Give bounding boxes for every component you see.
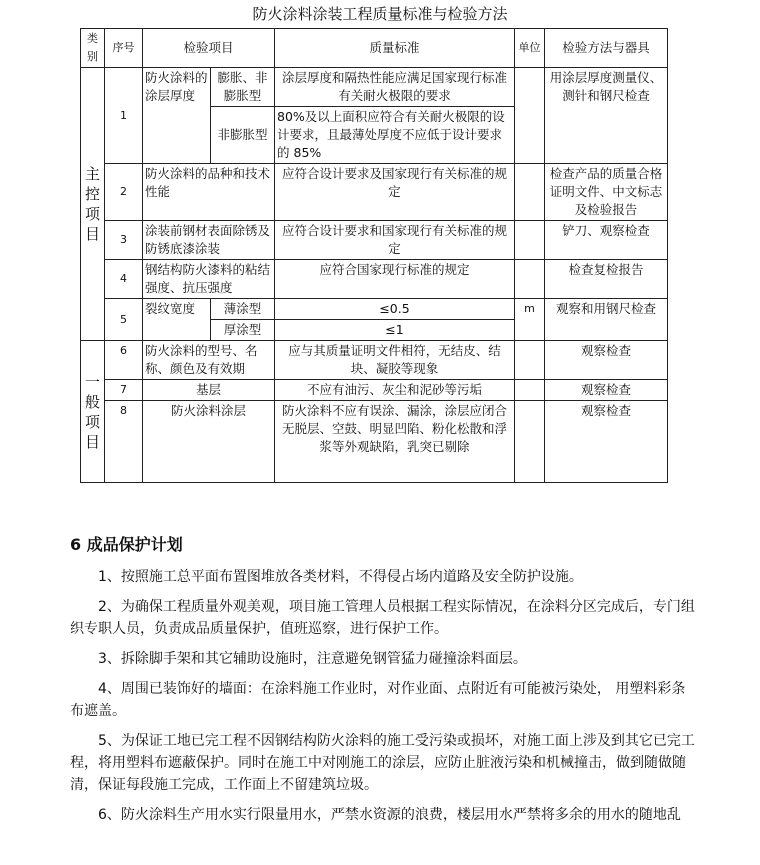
table-row — [81, 260, 668, 299]
row-standard: 应与其质量证明文件相符，无结皮、结块、凝胶等现象 — [275, 341, 515, 380]
row-unit: m — [515, 299, 545, 341]
row-standard: 80%及以上面积应符合有关耐火极限的设计要求，且最薄处厚度不应低于设计要求的 85% — [275, 107, 515, 164]
row-item: 防火涂料的涂层厚度 — [143, 68, 211, 164]
quality-standard-table — [80, 28, 668, 483]
row-unit — [515, 221, 545, 260]
paragraph: 2、为确保工程质量外观美观，项目施工管理人员根据工程实际情况，在涂料分区完成后，专门组织专职人员，负责成品质量保护，值班巡察，进行保护工作。 — [70, 599, 695, 637]
row-seq: 2 — [105, 164, 143, 221]
row-seq: 4 — [105, 260, 143, 299]
row-method: 检查复检报告 — [545, 260, 668, 299]
table-row — [81, 380, 668, 401]
row-seq: 3 — [105, 221, 143, 260]
row-unit — [515, 401, 545, 483]
category-general: 一般项目 — [81, 341, 105, 483]
row-item: 钢结构防火漆料的粘结强度、抗压强度 — [143, 260, 275, 299]
row-standard: ≤0.5 — [275, 299, 515, 320]
header-category: 类别 — [81, 29, 105, 68]
table-row — [81, 341, 668, 380]
table-row — [81, 164, 668, 221]
row-method: 检查产品的质量合格证明文件、中文标志及检验报告 — [545, 164, 668, 221]
row-item: 基层 — [143, 380, 275, 401]
row-item: 防火涂料的品种和技术性能 — [143, 164, 275, 221]
table-header-row — [81, 29, 668, 68]
row-standard: 不应有油污、灰尘和泥砂等污垢 — [275, 380, 515, 401]
row-standard: 应符合设计要求和国家现行有关标准的规定 — [275, 221, 515, 260]
row-method: 用涂层厚度测量仪、测针和钢尺检查 — [545, 68, 668, 164]
header-item: 检验项目 — [143, 29, 275, 68]
row-standard: ≤1 — [275, 320, 515, 341]
row-seq: 6 — [105, 341, 143, 380]
row-subitem: 厚涂型 — [211, 320, 275, 341]
row-standard: 涂层厚度和隔热性能应满足国家现行标准有关耐火极限的要求 — [275, 68, 515, 107]
row-unit — [515, 341, 545, 380]
row-seq: 7 — [105, 380, 143, 401]
row-method: 铲刀、观察检查 — [545, 221, 668, 260]
row-standard: 应符合国家现行标准的规定 — [275, 260, 515, 299]
row-method: 观察检查 — [545, 380, 668, 401]
section-heading: 6 成品保护计划 — [70, 535, 183, 554]
row-item: 防火涂料涂层 — [143, 401, 275, 483]
paragraph: 5、为保证工地已完工程不因钢结构防火涂料的施工受污染或损坏，对施工面上涉及到其它已完工程，将用塑料布遮蔽保护。同时在施工中对刚施工的涂层，应防止脏液污染和机械撞击，做到随做随清，保证每段施工完成，工作面上不留建筑垃圾。 — [70, 733, 695, 793]
paragraph: 4、周围已装饰好的墙面：在涂料施工作业时，对作业面、点附近有可能被污染处， 用塑料彩条布遮盖。 — [70, 681, 686, 719]
document-title: 防火涂料涂装工程质量标准与检验方法 — [252, 5, 508, 23]
paragraph: 1、按照施工总平面布置图堆放各类材料，不得侵占场内道路及安全防护设施。 — [98, 569, 583, 585]
paragraph: 6、防火涂料生产用水实行限量用水，严禁水资源的浪费，楼层用水严禁将多余的用水的随地乱 — [98, 807, 681, 823]
row-seq: 8 — [105, 401, 143, 483]
row-unit — [515, 164, 545, 221]
row-item: 防火涂料的型号、名称、颜色及有效期 — [143, 341, 275, 380]
row-seq: 1 — [105, 68, 143, 164]
row-method: 观察检查 — [545, 341, 668, 380]
row-item: 涂装前钢材表面除锈及防锈底漆涂装 — [143, 221, 275, 260]
row-standard: 应符合设计要求及国家现行有关标准的规定 — [275, 164, 515, 221]
header-unit: 单位 — [515, 29, 545, 68]
row-subitem: 膨胀、非膨胀型 — [211, 68, 275, 107]
section-body — [70, 566, 695, 834]
table-row — [81, 299, 668, 320]
table-row — [81, 68, 668, 107]
row-seq: 5 — [105, 299, 143, 341]
row-subitem: 薄涂型 — [211, 299, 275, 320]
row-unit — [515, 68, 545, 164]
row-unit — [515, 380, 545, 401]
row-standard: 防火涂料不应有误涂、漏涂，涂层应闭合无脱层、空鼓、明显凹陷、粉化松散和浮浆等外观缺陷，乳突已剔除 — [275, 401, 515, 483]
row-item: 裂纹宽度 — [143, 299, 211, 341]
row-unit — [515, 260, 545, 299]
category-main: 主控项目 — [81, 68, 105, 341]
row-subitem: 非膨胀型 — [211, 107, 275, 164]
table-row — [81, 401, 668, 483]
header-standard: 质量标准 — [275, 29, 515, 68]
header-method: 检验方法与器具 — [545, 29, 668, 68]
header-seq: 序号 — [105, 29, 143, 68]
row-method: 观察检查 — [545, 401, 668, 483]
table-row — [81, 221, 668, 260]
paragraph: 3、拆除脚手架和其它辅助设施时，注意避免钢管猛力碰撞涂料面层。 — [98, 651, 527, 667]
row-method: 观察和用钢尺检查 — [545, 299, 668, 341]
